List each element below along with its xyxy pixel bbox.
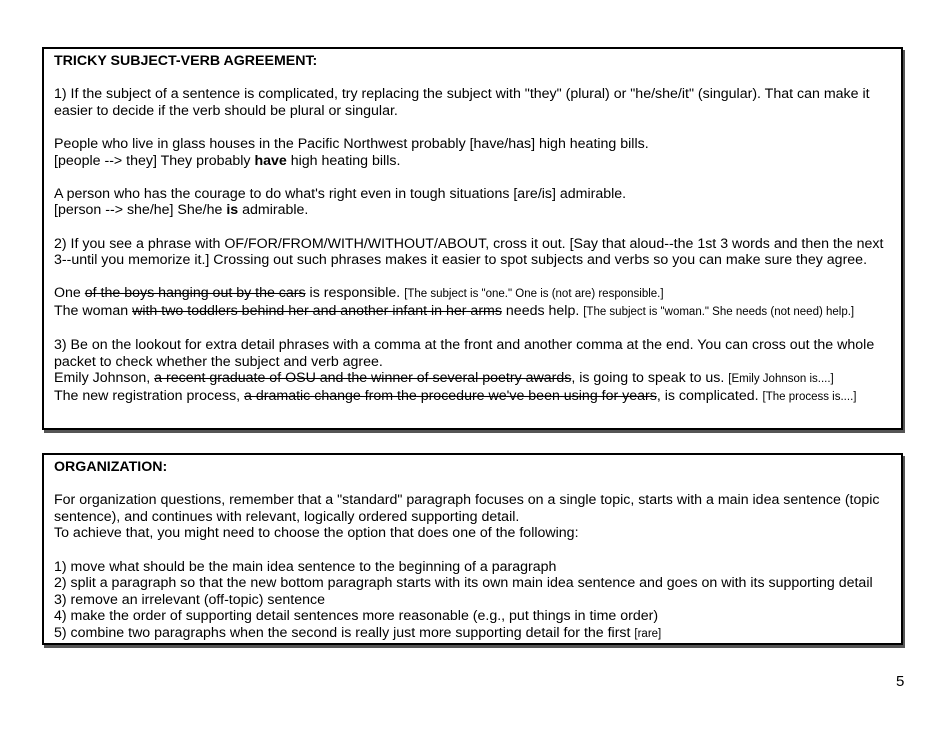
list-item: 2) split a paragraph so that the new bottom paragraph starts with its own main idea sentence and goes on with its supporting detail bbox=[54, 575, 873, 592]
example-1-solution bbox=[54, 153, 891, 170]
example-3-crossed-phrase: of the boys hanging out by the cars bbox=[84, 285, 306, 302]
example-1-verb: have bbox=[254, 152, 287, 169]
example-6-end: , is complicated. bbox=[656, 387, 763, 404]
list-item: 4) make the order of supporting detail sentences more reasonable (e.g., put things in time order) bbox=[54, 608, 659, 625]
rule-2: 2) If you see a phrase with OF/FOR/FROM/WITH/WITHOUT/ABOUT, cross it out. [Say that aloud--the 1st 3 words and then the next 3--until you memorize it.] Crossing out such phrases makes it easier to spot subjects and verbs so you can make sure they agree. bbox=[54, 235, 884, 269]
section-heading: TRICKY SUBJECT-VERB AGREEMENT: bbox=[54, 53, 318, 69]
organization-instruction: To achieve that, you might need to choose the option that does one of the following: bbox=[54, 525, 579, 542]
subject-verb-agreement-box bbox=[42, 47, 903, 430]
example-5-end: , is going to speak to us. bbox=[571, 370, 729, 387]
example-3-start: One bbox=[54, 285, 85, 302]
example-4-note: [The subject is "woman." She needs (not need) help.] bbox=[583, 305, 855, 318]
example-5 bbox=[54, 370, 891, 388]
rule-3: 3) Be on the lookout for extra detail phrases with a comma at the front and another comma at the end. You can cross out the whole packet to check whether the subject and verb agree. bbox=[54, 337, 875, 370]
rule-1: 1) If the subject of a sentence is complicated, try replacing the subject with "they" (plural) or "he/she/it" (singular). That can make it easier to decide if the verb should be plural or singular. bbox=[54, 86, 870, 119]
example-1-sentence: People who live in glass houses in the Pacific Northwest probably [have/has] high heating bills. bbox=[54, 135, 649, 152]
example-2-solution-text: [person --> she/he] She/he bbox=[54, 202, 227, 219]
example-3-end: is responsible. bbox=[305, 285, 405, 302]
example-6 bbox=[54, 388, 891, 406]
rare-note: [rare] bbox=[634, 627, 662, 640]
list-item: 1) move what should be the main idea sentence to the beginning of a paragraph bbox=[54, 558, 557, 575]
example-5-start: Emily Johnson, bbox=[54, 370, 155, 387]
section-heading: ORGANIZATION: bbox=[54, 459, 168, 475]
example-2-solution-end: admirable. bbox=[238, 202, 309, 219]
organization-box bbox=[42, 453, 903, 645]
example-4-start: The woman bbox=[54, 302, 133, 319]
list-item: 3) remove an irrelevant (off-topic) sentence bbox=[54, 591, 326, 608]
example-2-verb: is bbox=[226, 202, 239, 219]
example-4 bbox=[54, 303, 891, 321]
example-6-start: The new registration process, bbox=[54, 387, 245, 404]
example-5-note: [Emily Johnson is....] bbox=[728, 373, 834, 386]
example-1-solution-text: [people --> they] They probably bbox=[54, 152, 255, 169]
example-4-end: needs help. bbox=[501, 302, 584, 319]
example-3-note: [The subject is "one." One is (not are) responsible.] bbox=[404, 288, 664, 301]
list-item-text: 5) combine two paragraphs when the second is really just more supporting detail for the first bbox=[54, 624, 635, 641]
example-1-solution-end: high heating bills. bbox=[286, 152, 401, 169]
example-5-crossed-phrase: a recent graduate of OSU and the winner of several poetry awards bbox=[154, 370, 572, 387]
example-4-crossed-phrase: with two toddlers behind her and another infant in her arms bbox=[132, 302, 502, 319]
example-2-solution bbox=[54, 202, 891, 219]
example-3 bbox=[54, 285, 891, 303]
example-2-sentence: A person who has the courage to do what's right even in tough situations [are/is] admirable. bbox=[54, 185, 627, 202]
page-number: 5 bbox=[896, 673, 905, 690]
list-item bbox=[54, 625, 891, 643]
example-6-crossed-phrase: a dramatic change from the procedure we've been using for years bbox=[244, 387, 657, 404]
organization-intro: For organization questions, remember that a "standard" paragraph focuses on a single topic, starts with a main idea sentence (topic sentence), and continues with relevant, logically ordered supporting detail. bbox=[54, 492, 880, 525]
example-6-note: [The process is....] bbox=[762, 390, 857, 403]
